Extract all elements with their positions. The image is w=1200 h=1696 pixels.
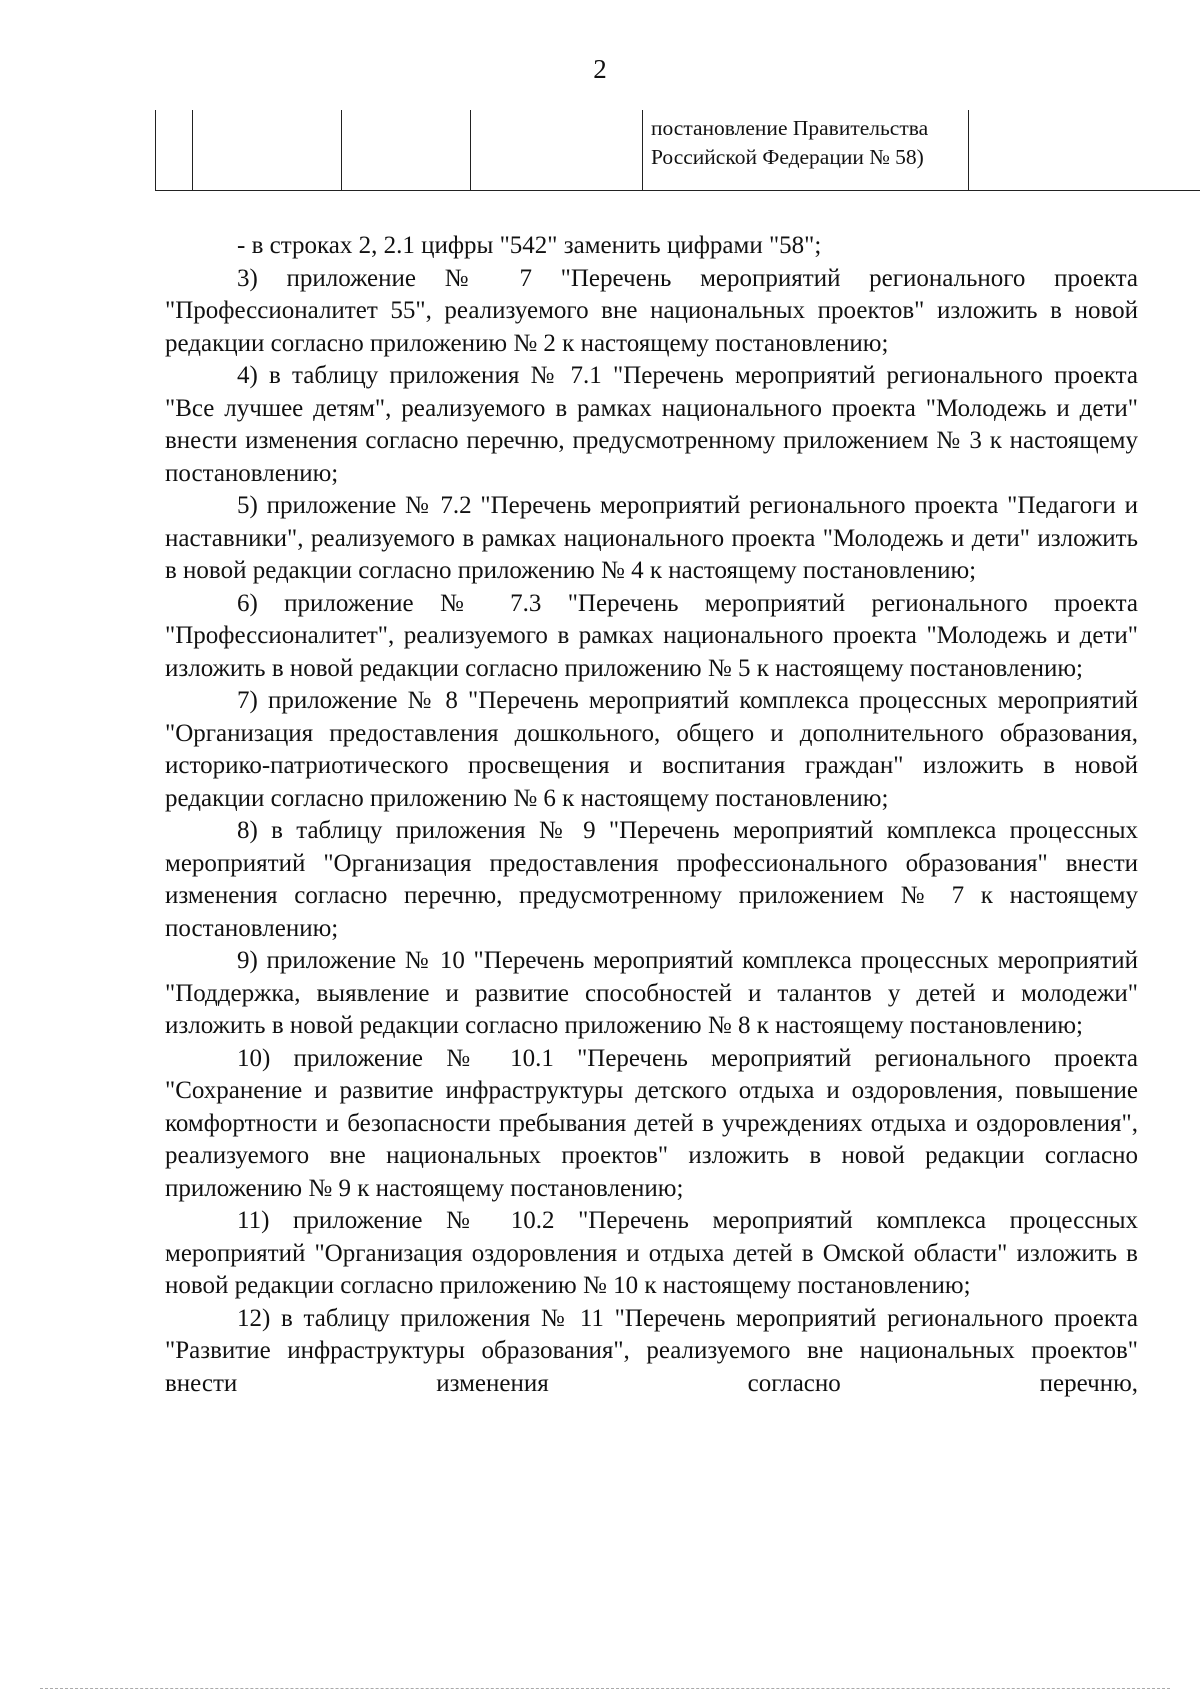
- paragraph: 10) приложение № 10.1 "Перечень мероприятий регионального проекта "Сохранение и развитие инфраструктуры детского отдыха и оздоровления, повышение комфортности и безопасности пребывания детей в учреждениях отдыха и оздоровления", реализуемого вне национальных проектов" изложить в новой редакции согласно приложению № 9 к настоящему постановлению;: [165, 1044, 1138, 1202]
- paragraph: - в строках 2, 2.1 цифры "542" заменить цифрами "58";: [237, 232, 822, 259]
- paragraph: 6) приложение № 7.3 "Перечень мероприятий регионального проекта "Профессионалитет", реализуемого в рамках национального проекта "Молодежь и дети" изложить в новой редакции согласно приложению № 5 к настоящему постановлению;: [165, 589, 1138, 682]
- paragraph: 4) в таблицу приложения № 7.1 "Перечень мероприятий регионального проекта "Все лучшее детям", реализуемого в рамках национального проекта "Молодежь и дети" внести изменения согласно перечню, предусмотренному приложением № 3 к настоящему постановлению;: [165, 362, 1138, 487]
- table-row: [156, 110, 1200, 191]
- table-cell: постановление Правительства Российской Федерации № 58): [643, 110, 969, 191]
- page-bottom-rule: [40, 1688, 1170, 1689]
- paragraph: 12) в таблицу приложения № 11 "Перечень мероприятий регионального проекта "Развитие инфраструктуры образования", реализуемого вне национальных проектов" внести изменения согласно перечню,: [165, 1304, 1138, 1397]
- table-cell: [969, 110, 1200, 191]
- paragraph: 11) приложение № 10.2 "Перечень мероприятий комплекса процессных мероприятий "Организация оздоровления и отдыха детей в Омской области" изложить в новой редакции согласно приложению № 10 к настоящему постановлению;: [165, 1207, 1138, 1299]
- paragraph: 5) приложение № 7.2 "Перечень мероприятий регионального проекта "Педагоги и наставники", реализуемого в рамках национального проекта "Молодежь и дети" изложить в новой редакции согласно приложению № 4 к настоящему постановлению;: [165, 492, 1138, 584]
- document-body: [165, 230, 1138, 1400]
- table-cell: [342, 110, 471, 191]
- paragraph: 3) приложение № 7 "Перечень мероприятий регионального проекта "Профессионалитет 55", реализуемого вне национальных проектов" изложить в новой редакции согласно приложению № 2 к настоящему постановлению;: [165, 264, 1138, 357]
- table-cell: [193, 110, 342, 191]
- table-cell: [471, 110, 643, 191]
- table-cell: [156, 110, 193, 191]
- paragraph: 8) в таблицу приложения № 9 "Перечень мероприятий комплекса процессных мероприятий "Организация предоставления профессионального образования" внести изменения согласно перечню, предусмотренному приложением № 7 к настоящему постановлению;: [165, 817, 1138, 942]
- paragraph: 7) приложение № 8 "Перечень мероприятий комплекса процессных мероприятий "Организация предоставления дошкольного, общего и дополнительного образования, историко-патриотического просвещения и воспитания граждан" изложить в новой редакции согласно приложению № 6 к настоящему постановлению;: [165, 687, 1138, 812]
- paragraph: 9) приложение № 10 "Перечень мероприятий комплекса процессных мероприятий "Поддержка, выявление и развитие способностей и талантов у детей и молодежи" изложить в новой редакции согласно приложению № 8 к настоящему постановлению;: [165, 947, 1138, 1039]
- page-number: 2: [593, 54, 607, 84]
- carryover-table: [155, 110, 1200, 191]
